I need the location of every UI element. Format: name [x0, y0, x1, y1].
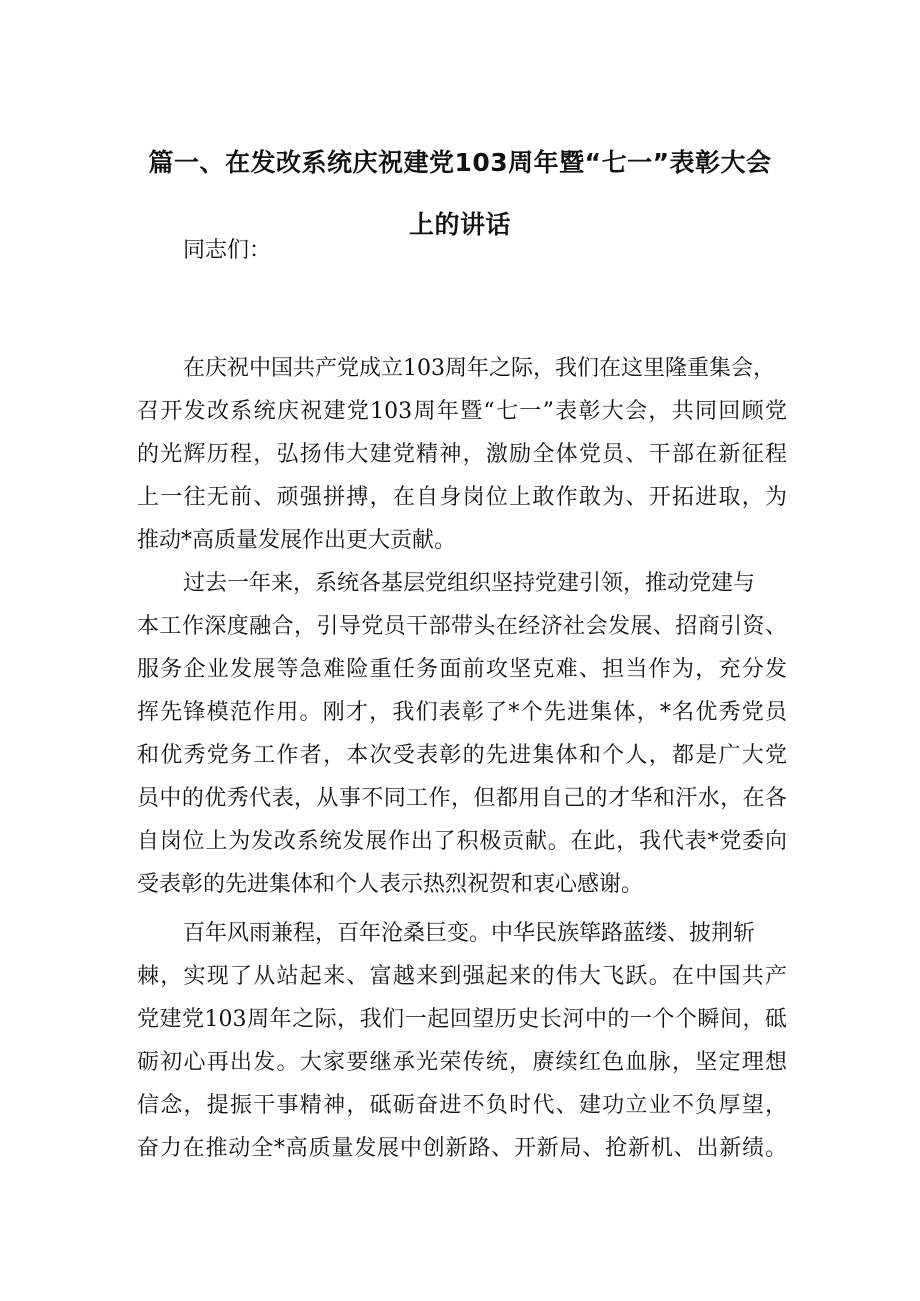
text-line: 过去一年来，系统各基层党组织坚持党建引领，推动党建与 [183, 571, 756, 596]
salutation: 同志们： [183, 238, 272, 263]
document-title-line-2: 上的讲话 [408, 210, 511, 239]
text-line: 服务企业发展等急难险重任务面前攻坚克难、担当作为，充分发 [137, 657, 787, 682]
text-line: 在庆祝中国共产党成立103周年之际，我们在这里隆重集会， [183, 356, 775, 381]
text-line: 推动*高质量发展作出更大贡献。 [137, 528, 457, 553]
text-line: 奋力在推动全*高质量发展中创新路、开新局、抢新机、出新绩。 [137, 1136, 787, 1161]
text-line: 棘，实现了从站起来、富越来到强起来的伟大飞跃。在中国共产 [137, 964, 787, 989]
text-line: 本工作深度融合，引导党员干部带头在经济社会发展、招商引资、 [137, 614, 787, 639]
text-line: 召开发改系统庆祝建党103周年暨“七一”表彰大会，共同回顾党 [137, 399, 787, 424]
text-line: 员中的优秀代表，从事不同工作，但都用自己的才华和汗水，在各 [137, 786, 787, 811]
text-line: 的光辉历程，弘扬伟大建党精神，激励全体党员、干部在新征程 [137, 442, 787, 467]
text-line: 砺初心再出发。大家要继承光荣传统，赓续红色血脉，坚定理想 [137, 1050, 787, 1075]
text-line: 百年风雨兼程，百年沧桑巨变。中华民族筚路蓝缕、披荆斩 [183, 921, 756, 946]
text-line: 上一往无前、顽强拼搏，在自身岗位上敢作敢为、开拓进取，为 [137, 485, 787, 510]
text-line: 挥先锋模范作用。刚才，我们表彰了*个先进集体，*名优秀党员 [137, 700, 787, 725]
text-line: 党建党103周年之际，我们一起回望历史长河中的一个个瞬间，砥 [137, 1007, 787, 1032]
text-line: 自岗位上为发改系统发展作出了积极贡献。在此，我代表*党委向 [137, 829, 787, 854]
text-line: 信念，提振干事精神，砥砺奋进不负时代、建功立业不负厚望， [137, 1093, 787, 1118]
document-title-line-1: 篇一、在发改系统庆祝建党103周年暨“七一”表彰大会 [148, 148, 772, 177]
text-line: 受表彰的先进集体和个人表示热烈祝贺和衷心感谢。 [137, 872, 644, 897]
text-line: 和优秀党务工作者，本次受表彰的先进集体和个人，都是广大党 [137, 743, 787, 768]
